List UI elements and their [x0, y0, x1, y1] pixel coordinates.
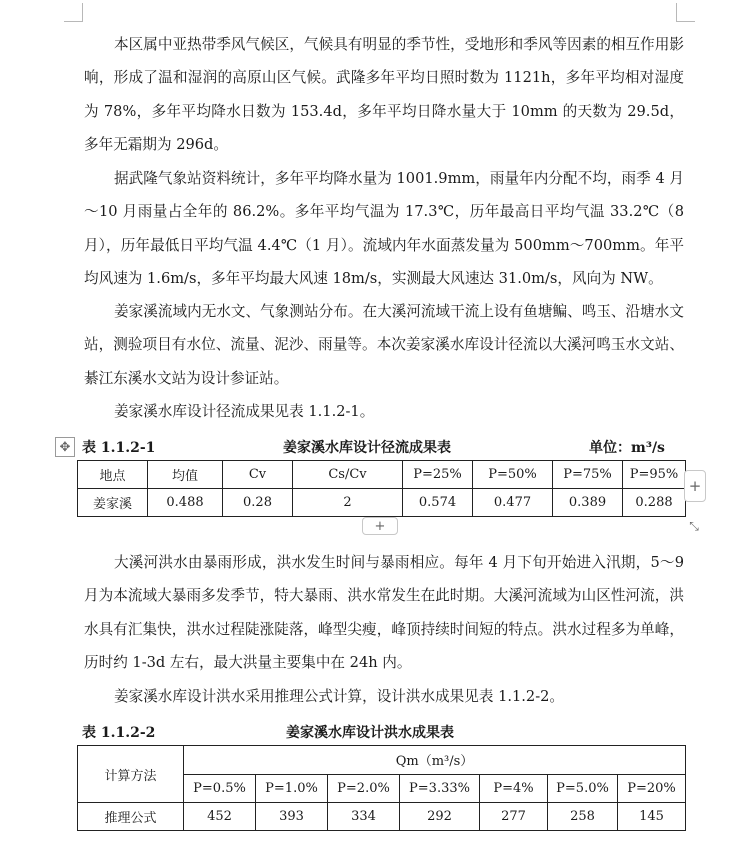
header-cell: P=3.33%: [400, 774, 480, 803]
table-cell: 0.574: [403, 489, 473, 517]
add-column-plus-icon[interactable]: +: [684, 470, 706, 502]
header-cell: P=50%: [473, 461, 553, 489]
paragraph-runoff-reference: 姜家溪水库设计径流成果见表 1.1.2-1。: [114, 403, 375, 420]
table-row: [78, 489, 686, 517]
header-cell: P=20%: [618, 774, 686, 803]
header-cell: P=1.0%: [256, 774, 328, 803]
table1-unit: 单位：m³/s: [589, 440, 665, 456]
header-cell: P=4%: [480, 774, 548, 803]
paragraph-meteorology: 据武隆气象站资料统计，多年平均降水量为 1001.9mm，雨量年内分配不均，雨季 4 月～10 月雨量占全年的 86.2%。多年平均气温为 17.3℃，历年最高日平均气温 33.2℃（8 月），历年最低日平均气温 4.4℃（1 月）。流域内年水面蒸发量为 500mm～700mm。年平均风速为 1.6m/s，多年平均最大风速 18m/s，实测最大风速达 31.0m/s，风向为 NW。: [84, 170, 684, 288]
table-resize-icon[interactable]: ⤡: [689, 518, 699, 533]
table-cell: 姜家溪: [78, 489, 148, 517]
table-cell: 277: [480, 803, 548, 831]
table-move-handle-icon[interactable]: ✥: [55, 437, 75, 457]
header-cell: P=75%: [553, 461, 623, 489]
table-cell: 334: [328, 803, 400, 831]
header-cell: P=0.5%: [184, 774, 256, 803]
table-cell: 292: [400, 803, 480, 831]
paragraph-flood: 大溪河洪水由暴雨形成，洪水发生时间与暴雨相应。每年 4 月下旬开始进入汛期，5～9 月为本流域大暴雨多发季节，特大暴雨、洪水常发生在此时期。大溪河流域为山区性河流，洪水具有汇集快，洪水过程陡涨陡落，峰型尖瘦，峰顶持续时间短的特点。洪水过程多为单峰，历时约 1-3d 左右，最大洪量主要集中在 24h 内。: [84, 554, 684, 672]
table-cell: 2: [293, 489, 403, 517]
header-cell: 地点: [78, 461, 148, 489]
table-header-row: [78, 461, 686, 489]
header-cell: P=95%: [623, 461, 686, 489]
header-cell: P=2.0%: [328, 774, 400, 803]
table1-title: 姜家溪水库设计径流成果表: [283, 440, 451, 456]
runoff-table: [77, 460, 686, 517]
table-cell: 0.288: [623, 489, 686, 517]
table1-number: 表 1.1.2-1: [82, 440, 156, 456]
method-header-cell: 计算方法: [78, 746, 184, 803]
flood-table: [77, 745, 686, 831]
table2-title: 姜家溪水库设计洪水成果表: [286, 725, 454, 741]
add-row-plus-icon[interactable]: +: [362, 517, 398, 535]
header-cell: P=25%: [403, 461, 473, 489]
paragraph-climate: 本区属中亚热带季风气候区，气候具有明显的季节性，受地形和季风等因素的相互作用影响，形成了温和湿润的高原山区气候。武隆多年平均日照时数为 1121h，多年平均相对湿度为 78%，多年平均降水日数为 153.4d，多年平均日降水量大于 10mm 的天数为 29.5d，多年无霜期为 296d。: [84, 36, 684, 154]
table-cell: 推理公式: [78, 803, 184, 831]
table-cell: 258: [548, 803, 618, 831]
paragraph-hydrology-stations: 姜家溪流域内无水文、气象测站分布。在大溪河流域干流上设有鱼塘鳊、鸣玉、沿塘水文站，测验项目有水位、流量、泥沙、雨量等。本次姜家溪水库设计径流以大溪河鸣玉水文站、綦江东溪水文站为设计参证站。: [84, 303, 684, 387]
table-cell: 145: [618, 803, 686, 831]
qm-header-cell: Qm（m³/s）: [184, 746, 686, 775]
table-cell: 452: [184, 803, 256, 831]
table-row: [78, 803, 686, 831]
table-cell: 0.477: [473, 489, 553, 517]
header-cell: P=5.0%: [548, 774, 618, 803]
table-cell: 0.488: [148, 489, 223, 517]
header-cell: 均值: [148, 461, 223, 489]
table-header-row: [78, 746, 686, 775]
header-cell: Cs/Cv: [293, 461, 403, 489]
page-corner-mark-top-right: [676, 3, 695, 22]
table-cell: 0.389: [553, 489, 623, 517]
table-cell: 393: [256, 803, 328, 831]
table2-number: 表 1.1.2-2: [82, 725, 156, 741]
table-cell: 0.28: [223, 489, 293, 517]
header-cell: Cv: [223, 461, 293, 489]
paragraph-flood-method: 姜家溪水库设计洪水采用推理公式计算，设计洪水成果见表 1.1.2-2。: [114, 688, 565, 705]
page-corner-mark-top-left: [64, 3, 83, 22]
